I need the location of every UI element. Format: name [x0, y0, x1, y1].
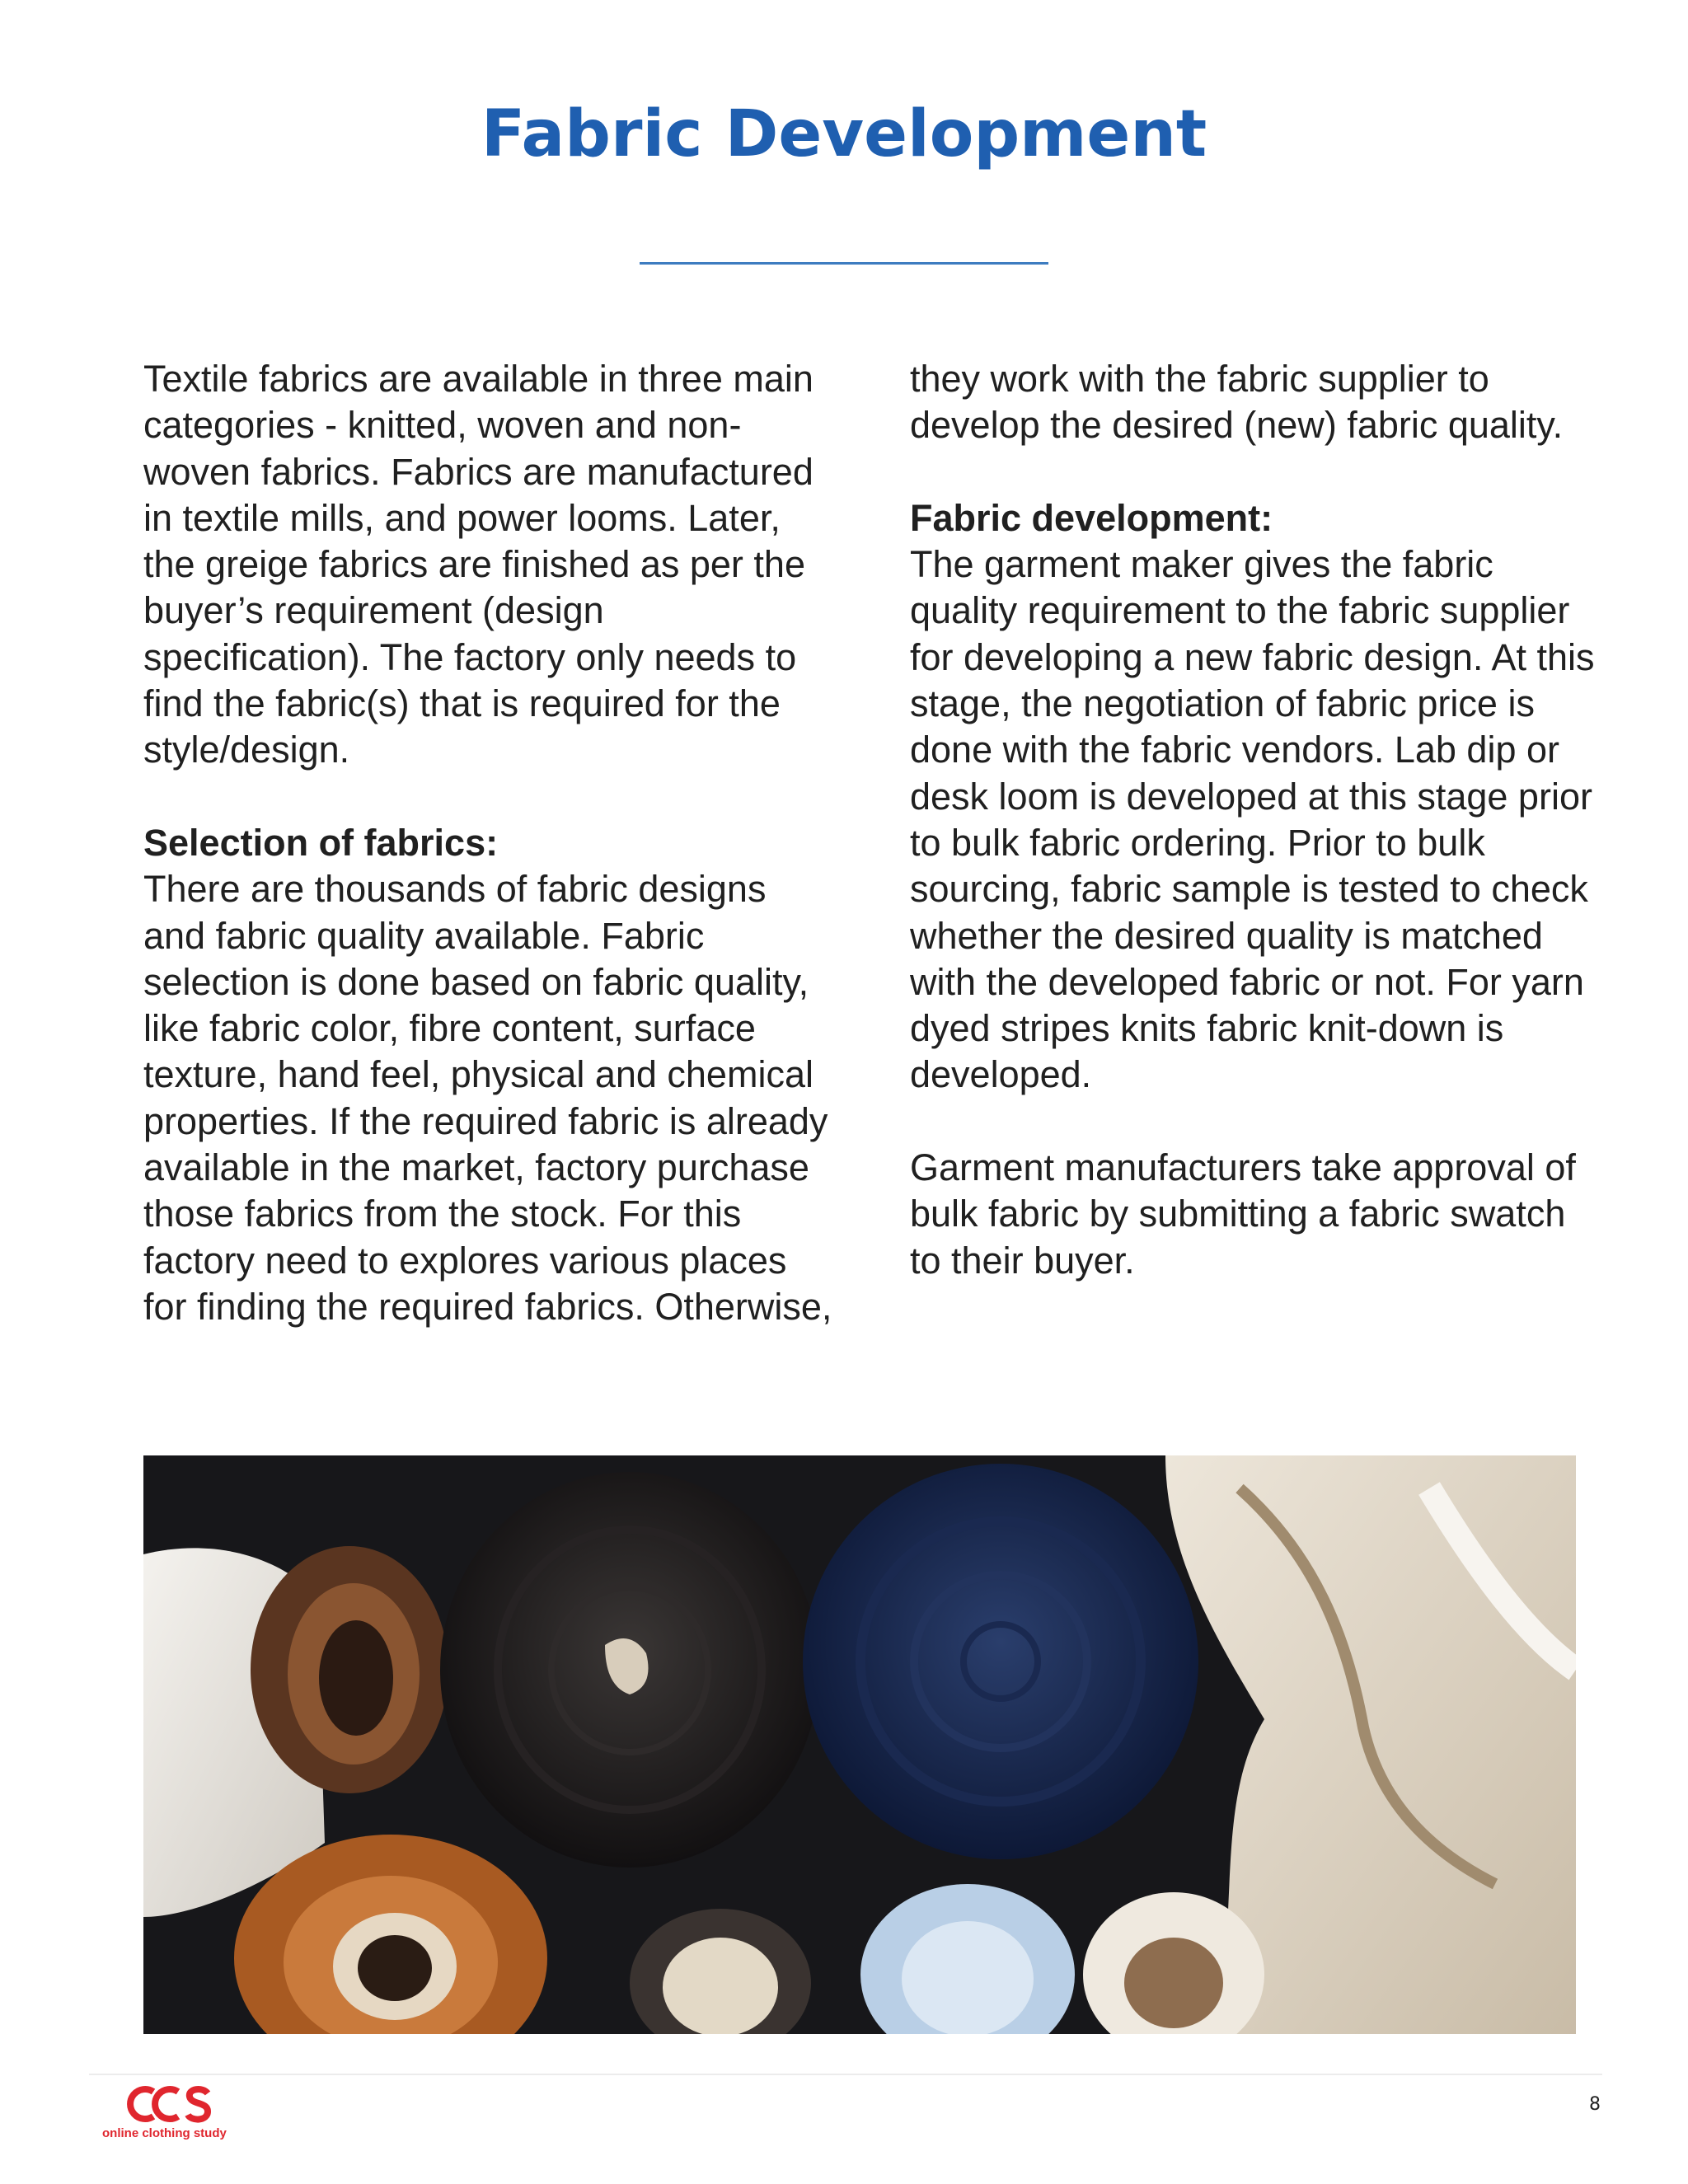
ocs-logo — [99, 2083, 247, 2146]
intro-paragraph: Textile fabrics are available in three main categories - knitted, woven and non-woven fabrics. Fabrics are manufactured in textile mills, and power looms. Later, the greige fabrics are finished as per the buyer’s requirement (design specification). The factory only needs to find the fabric(s) that is required for the style/design. — [143, 358, 814, 771]
development-heading: Fabric development: — [910, 496, 1273, 539]
approval-paragraph: Garment manufacturers take approval of bulk fabric by submitting a fabric swatch to their buyer. — [910, 1146, 1576, 1282]
development-body: The garment maker gives the fabric quality requirement to the fabric supplier for developing a new fabric design. At this stage, the negotiation of fabric price is done with the fabric vendors. Lab dip or desk loom is developed at this stage prior to bulk fabric ordering. Prior to bulk sourcing, fabric sample is tested to check whether the desired quality is matched with the developed fabric or not. For yarn dyed stripes knits fabric knit-down is developed. — [910, 543, 1595, 1096]
right-column — [910, 356, 1602, 1284]
continuation-paragraph: they work with the fabric supplier to develop the desired (new) fabric quality. — [910, 358, 1564, 447]
selection-section — [143, 820, 836, 1330]
logo-tagline: online clothing study — [102, 2126, 227, 2140]
paragraph-gap — [910, 1099, 1602, 1145]
title-underline — [640, 262, 1048, 265]
selection-heading: Selection of fabrics: — [143, 821, 499, 864]
left-column — [143, 356, 836, 1330]
page-title: Fabric Development — [481, 97, 1207, 171]
paragraph-gap — [143, 774, 836, 820]
footer-divider — [89, 2074, 1602, 2075]
ocs-logo-mark — [124, 2083, 214, 2125]
page-number: 8 — [1589, 2094, 1601, 2115]
paragraph-gap — [910, 449, 1602, 495]
fabric-rolls-photo — [143, 1455, 1576, 2034]
development-section — [910, 495, 1602, 1099]
selection-body: There are thousands of fabric designs and fabric quality available. Fabric selection is done based on fabric quality, like fabric color, fibre content, surface texture, hand feel, physical and chemical properties. If the required fabric is already available in the market, factory purchase those fabrics from the stock. For this factory need to explores various places for finding the required fabrics. Otherwise, — [143, 868, 832, 1328]
